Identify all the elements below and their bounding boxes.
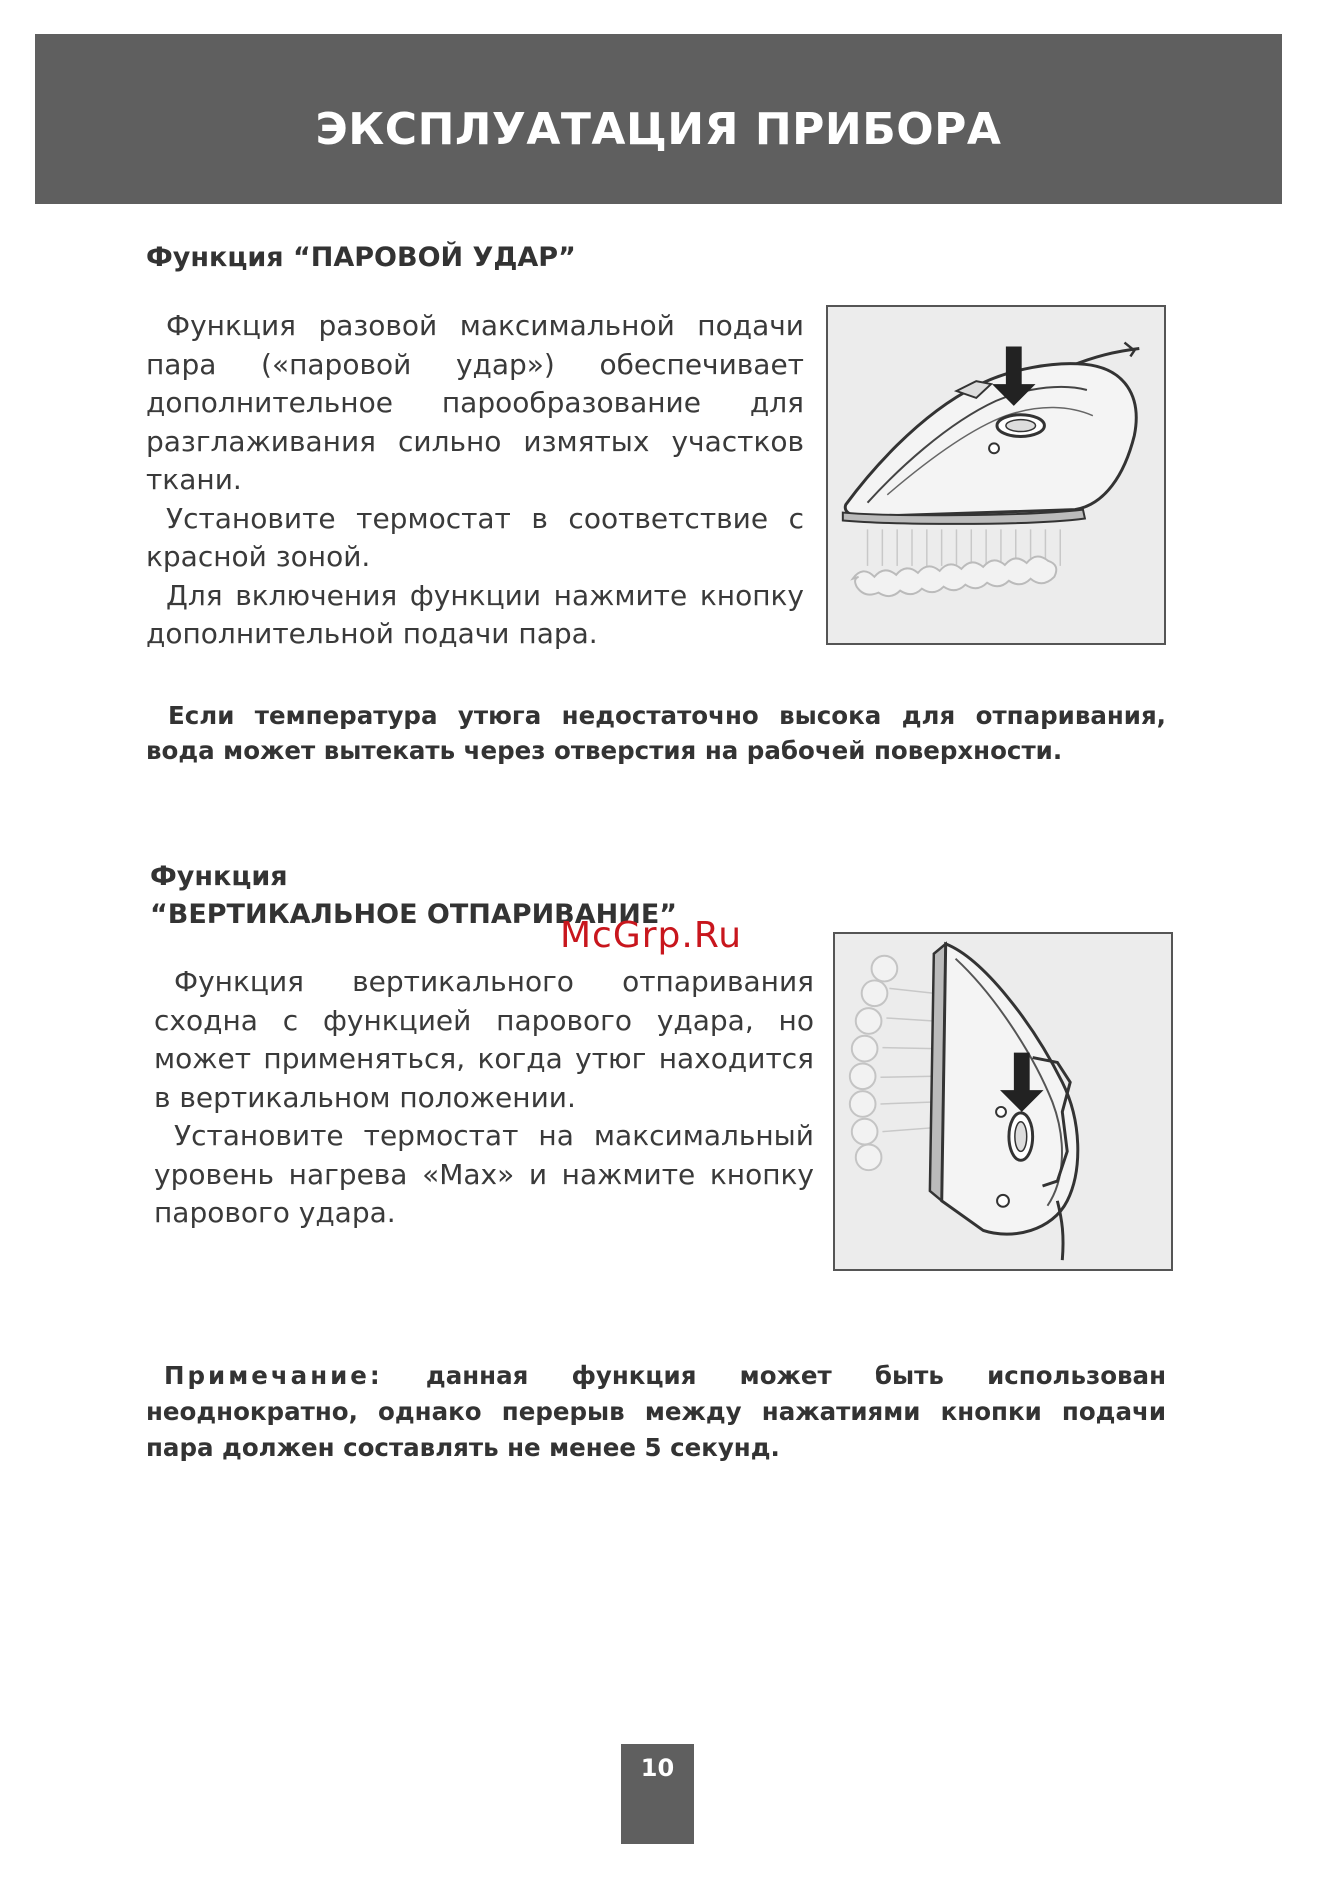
iron-horizontal-icon: [828, 307, 1164, 643]
watermark: McGrp.Ru: [560, 915, 743, 956]
section2-paragraph: Установите термостат на максимальный уровень нагрева «Max» и нажмите кнопку парового удара.: [154, 1119, 814, 1229]
section2-body: [154, 963, 814, 1233]
section1-paragraph: Функция разовой максимальной подачи пара («паровой удар») обеспечивает дополнительное парообразование для разглаживания сильно измятых участков ткани.: [146, 309, 804, 496]
steam-shot-illustration: [826, 305, 1166, 645]
section2-title-line1: Функция: [150, 861, 288, 892]
page-title: ЭКСПЛУАТАЦИЯ ПРИБОРА: [315, 104, 1002, 155]
section1-title: Функция “ПАРОВОЙ УДАР”: [146, 242, 576, 273]
iron-vertical-icon: [835, 934, 1171, 1269]
note: [146, 1358, 1166, 1466]
section1-body: [146, 307, 804, 654]
page-number-box: [621, 1744, 694, 1844]
page-number: 10: [640, 1754, 675, 1782]
section2-paragraph: Функция вертикального отпаривания сходна с функцией парового удара, но может применяться, когда утюг находится в вертикальном положении.: [154, 965, 814, 1114]
note-label: Примечание:: [164, 1361, 383, 1390]
note-text: данная функция может быть использован неоднократно, однако перерыв между нажатиями кнопки подачи пара должен составлять не менее 5 секунд.: [146, 1361, 1166, 1462]
section1-paragraph: Установите термостат в соответствие с красной зоной.: [146, 501, 804, 573]
section1-warning: Если температура утюга недостаточно высока для отпаривания, вода может вытекать через отверстия на рабочей поверхности.: [146, 701, 1166, 765]
section2-title-line2: “ВЕРТИКАЛЬНОЕ ОТПАРИВАНИЕ”: [150, 899, 678, 930]
section1-paragraph: Для включения функции нажмите кнопку дополнительной подачи пара.: [146, 578, 804, 650]
vertical-steam-illustration: [833, 932, 1173, 1271]
